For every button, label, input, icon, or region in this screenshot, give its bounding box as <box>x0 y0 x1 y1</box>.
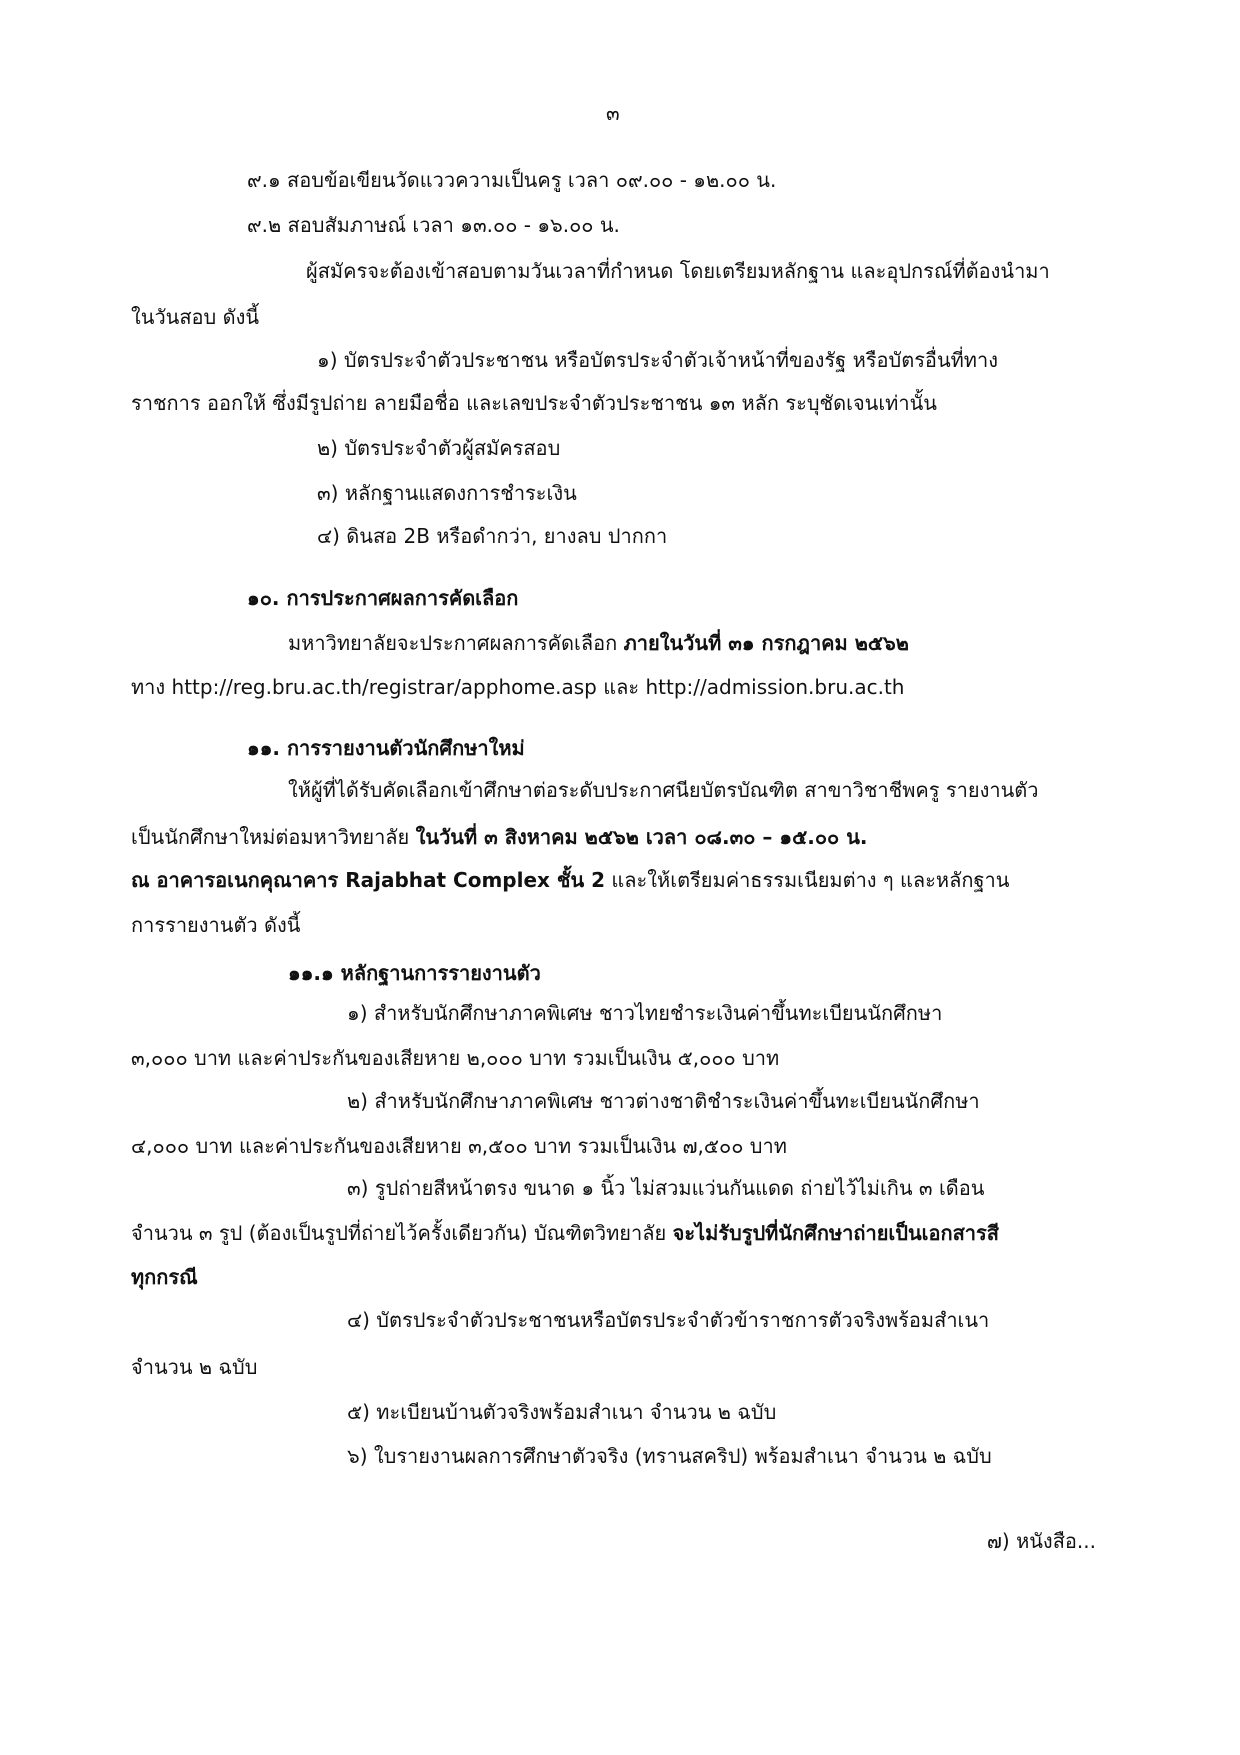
exam-intro-line-1: ผู้สมัครจะต้องเข้าสอบตามวันเวลาที่กำหนด โดยเตรียมหลักฐาน และอุปกรณ์ที่ต้องนำมา <box>306 259 1050 283</box>
subsection-11-1-heading: ๑๑.๑ หลักฐานการรายงานตัว <box>288 961 541 985</box>
continuation-marker: ๗) หนังสือ... <box>986 1529 1096 1553</box>
evidence-item-3c: ทุกกรณี <box>131 1265 198 1289</box>
section-10-line-2: ทาง http://reg.bru.ac.th/registrar/apphome.asp และ http://admission.bru.ac.th <box>131 675 905 699</box>
report-date-time: ในวันที่ ๓ สิงหาคม ๒๕๖๒ เวลา ๐๘.๓๐ – ๑๕.๐๐ น. <box>415 825 868 849</box>
page-number: ๓ <box>606 101 620 125</box>
evidence-item-3a: ๓) รูปถ่ายสีหน้าตรง ขนาด ๑ นิ้ว ไม่สวมแว่นกันแดด ถ่ายไว้ไม่เกิน ๓ เดือน <box>347 1176 985 1200</box>
evidence-item-1b: ๓,๐๐๐ บาท และค่าประกันของเสียหาย ๒,๐๐๐ บาท รวมเป็นเงิน ๕,๐๐๐ บาท <box>131 1046 780 1070</box>
section-11-heading: ๑๑. การรายงานตัวนักศึกษาใหม่ <box>247 736 525 760</box>
photo-requirement-text: จำนวน ๓ รูป (ต้องเป็นรูปที่ถ่ายไว้ครั้งเดียวกัน) บัณฑิตวิทยาลัย <box>131 1221 673 1245</box>
section-11-para-line-1: ให้ผู้ที่ได้รับคัดเลือกเข้าศึกษาต่อระดับประกาศนียบัตรบัณฑิต สาขาวิชาชีพครู รายงานตัว <box>288 778 1039 802</box>
evidence-item-5: ๕) ทะเบียนบ้านตัวจริงพร้อมสำเนา จำนวน ๒ ฉบับ <box>347 1400 777 1424</box>
evidence-item-2b: ๔,๐๐๐ บาท และค่าประกันของเสียหาย ๓,๕๐๐ บาท รวมเป็นเงิน ๗,๕๐๐ บาท <box>131 1134 787 1158</box>
evidence-item-3b <box>131 1218 999 1248</box>
exam-item-written: ๙.๑ สอบข้อเขียนวัดแววความเป็นครู เวลา ๐๙.๐๐ - ๑๒.๐๐ น. <box>247 168 777 192</box>
photo-warning: จะไม่รับรูปที่นักศึกษาถ่ายเป็นเอกสารสี <box>672 1221 999 1245</box>
exam-list-item-1b: ราชการ ออกให้ ซึ่งมีรูปถ่าย ลายมือชื่อ และเลขประจำตัวประชาชน ๑๓ หลัก ระบุชัดเจนเท่านั้น <box>131 391 937 415</box>
section-10-line-1 <box>288 628 909 658</box>
evidence-item-6: ๖) ใบรายงานผลการศึกษาตัวจริง (ทรานสคริป) พร้อมสำเนา จำนวน ๒ ฉบับ <box>347 1444 992 1468</box>
evidence-item-4b: จำนวน ๒ ฉบับ <box>131 1355 258 1379</box>
section-10-heading: ๑๐. การประกาศผลการคัดเลือก <box>247 586 519 610</box>
announcement-date: ภายในวันที่ ๓๑ กรกฎาคม ๒๕๖๒ <box>623 631 909 655</box>
report-venue: ณ อาคารอเนกคุณาคาร Rajabhat Complex ชั้น 2 <box>131 868 606 892</box>
report-text: เป็นนักศึกษาใหม่ต่อมหาวิทยาลัย <box>131 825 416 849</box>
report-fees-text: และให้เตรียมค่าธรรมเนียมต่าง ๆ และหลักฐาน <box>605 868 1010 892</box>
exam-list-item-2: ๒) บัตรประจำตัวผู้สมัครสอบ <box>317 436 561 460</box>
exam-list-item-3: ๓) หลักฐานแสดงการชำระเงิน <box>317 481 577 505</box>
exam-intro-line-2: ในวันสอบ ดังนี้ <box>131 305 260 329</box>
evidence-item-4a: ๔) บัตรประจำตัวประชาชนหรือบัตรประจำตัวข้าราชการตัวจริงพร้อมสำเนา <box>347 1308 990 1332</box>
section-11-para-line-4: การรายงานตัว ดังนี้ <box>131 913 301 937</box>
exam-list-item-1a: ๑) บัตรประจำตัวประชาชน หรือบัตรประจำตัวเจ้าหน้าที่ของรัฐ หรือบัตรอื่นที่ทาง <box>317 348 998 372</box>
evidence-item-2a: ๒) สำหรับนักศึกษาภาคพิเศษ ชาวต่างชาติชำระเงินค่าขึ้นทะเบียนนักศึกษา <box>347 1089 980 1113</box>
exam-item-interview: ๙.๒ สอบสัมภาษณ์ เวลา ๑๓.๐๐ - ๑๖.๐๐ น. <box>247 213 620 237</box>
exam-list-item-4: ๔) ดินสอ 2B หรือดำกว่า, ยางลบ ปากกา <box>317 524 668 548</box>
evidence-item-1a: ๑) สำหรับนักศึกษาภาคพิเศษ ชาวไทยชำระเงินค่าขึ้นทะเบียนนักศึกษา <box>347 1001 943 1025</box>
announcement-text: มหาวิทยาลัยจะประกาศผลการคัดเลือก <box>288 631 624 655</box>
section-11-para-line-3 <box>131 865 1009 895</box>
section-11-para-line-2 <box>131 822 867 852</box>
